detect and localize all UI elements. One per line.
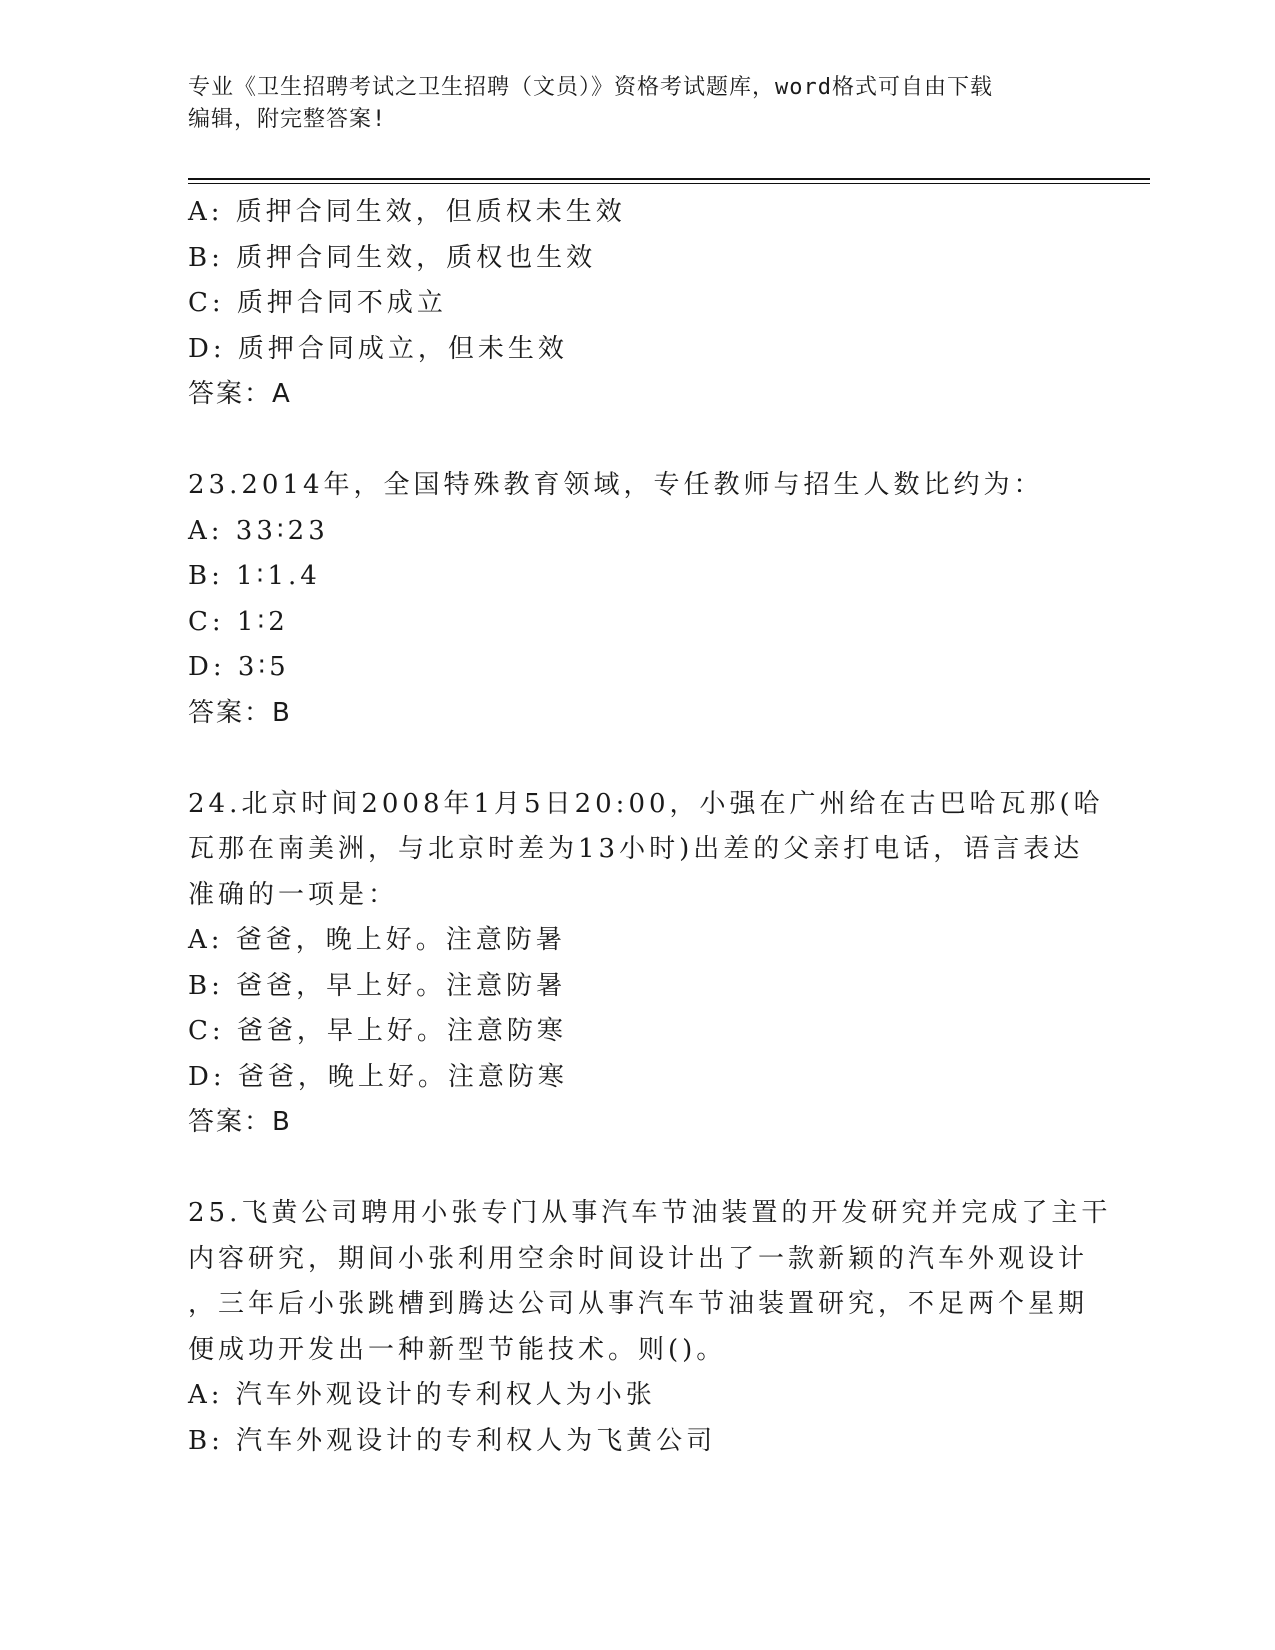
question-24 <box>188 782 1104 1146</box>
question-stem: 便成功开发出一种新型节能技术。则()。 <box>188 1334 727 1365</box>
option-b: B: 汽车外观设计的专利权人为飞黄公司 <box>188 1425 717 1456</box>
question-25 <box>188 1191 1112 1464</box>
option-a: A: 汽车外观设计的专利权人为小张 <box>188 1380 656 1410</box>
option-b: B: 1∶1.4 <box>188 561 321 591</box>
question-stem: 25.飞黄公司聘用小张专门从事汽车节油装置的开发研究并完成了主干 <box>188 1198 1112 1228</box>
question-content <box>188 190 1112 1464</box>
option-d: D: 3∶5 <box>188 652 290 682</box>
question-stem: 24.北京时间2008年1月5日20:00，小强在广州给在古巴哈瓦那(哈 <box>188 788 1104 819</box>
answer: 答案：A <box>188 379 292 409</box>
document-header <box>188 72 1068 136</box>
option-a: A: 爸爸，晚上好。注意防暑 <box>188 925 566 955</box>
question-23 <box>188 463 1088 736</box>
header-line-2: 编辑，附完整答案! <box>188 107 387 132</box>
option-b: B: 爸爸，早上好。注意防暑 <box>188 970 567 1001</box>
option-c: C: 1∶2 <box>188 606 289 637</box>
question-stem: 瓦那在南美洲，与北京时差为13小时)出差的父亲打电话，语言表达 <box>188 834 1084 864</box>
question-22 <box>188 190 1088 418</box>
option-a: A: 33∶23 <box>188 515 329 546</box>
option-b: B: 质押合同生效，质权也生效 <box>188 242 597 273</box>
header-line-1: 专业《卫生招聘考试之卫生招聘（文员）》资格考试题库，word格式可自由下载 <box>188 75 993 100</box>
option-d: D: 爸爸，晚上好。注意防寒 <box>188 1061 568 1092</box>
question-stem: 内容研究，期间小张利用空余时间设计出了一款新颖的汽车外观设计 <box>188 1243 1089 1274</box>
question-stem: 23.2014年，全国特殊教育领域，专任教师与招生人数比约为： <box>188 470 1044 500</box>
option-c: C: 爸爸，早上好。注意防寒 <box>188 1016 567 1046</box>
header-divider-thin <box>188 183 1150 184</box>
answer: 答案：B <box>188 697 292 728</box>
question-stem: ，三年后小张跳槽到腾达公司从事汽车节油装置研究，不足两个星期 <box>188 1289 1089 1319</box>
question-stem: 准确的一项是： <box>188 879 399 910</box>
option-a: A: 质押合同生效，但质权未生效 <box>188 197 626 227</box>
option-c: C: 质押合同不成立 <box>188 288 447 318</box>
answer: 答案：B <box>188 1107 292 1137</box>
option-d: D: 质押合同成立，但未生效 <box>188 333 568 364</box>
header-divider <box>188 178 1150 180</box>
